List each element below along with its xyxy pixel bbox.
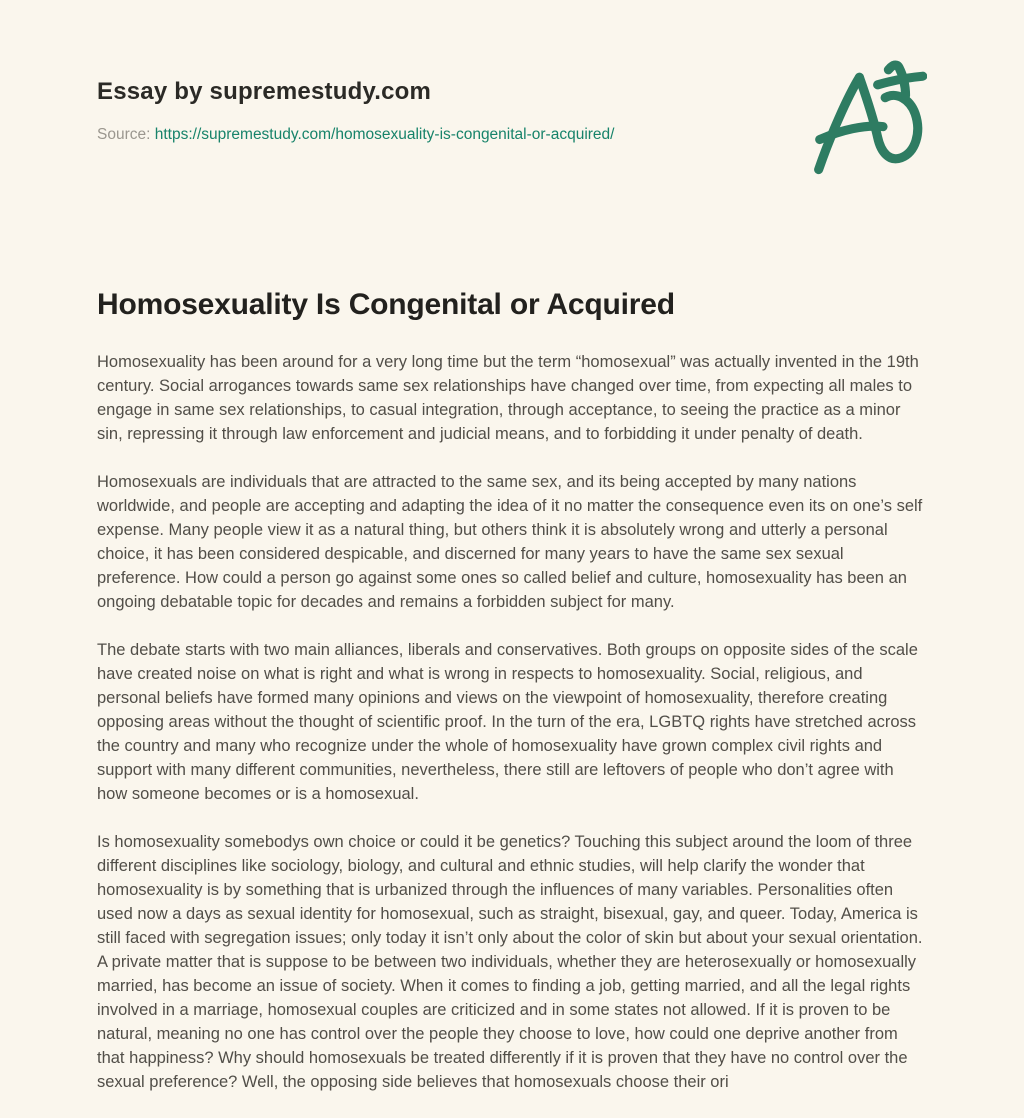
source-line xyxy=(97,126,614,144)
a-plus-logo-icon xyxy=(809,58,927,176)
essay-paragraph: Homosexuals are individuals that are attracted to the same sex, and its being accepted by many nations worldwide, and people are accepting and adapting the idea of it no matter the consequence even its on one’s self expense. Many people view it as a natural thing, but others think it is absolutely wrong and utterly a personal choice, it has been considered despicable, and discerned for many years to have the same sex sexual preference. How could a person go against some ones so called belief and culture, homosexuality has been an ongoing debatable topic for decades and remains a forbidden subject for many. xyxy=(97,473,923,611)
brand-title: Essay by supremestudy.com xyxy=(97,78,432,105)
source-label: Source: xyxy=(97,126,151,143)
essay-paragraph: The debate starts with two main alliances, liberals and conservatives. Both groups on opposite sides of the scale have created noise on what is right and what is wrong in respects to homosexuality. Social, religious, and personal beliefs have formed many opinions and views on the viewpoint of homosexuality, therefore creating opposing areas without the thought of scientific proof. In the turn of the era, LGBTQ rights have stretched across the country and many who recognize under the whole of homosexuality have grown complex civil rights and support with many different communities, nevertheless, there still are leftovers of people who don’t agree with how someone becomes or is a homosexual. xyxy=(97,641,918,803)
source-url-link[interactable]: https://supremestudy.com/homosexuality-is-congenital-or-acquired/ xyxy=(154,126,615,143)
page-header xyxy=(97,70,927,176)
essay-title: Homosexuality Is Congenital or Acquired xyxy=(97,288,675,321)
essay-paragraph: Homosexuality has been around for a very long time but the term “homosexual” was actually invented in the 19th century. Social arrogances towards same sex relationships have changed over time, from expecting all males to engage in same sex relationships, to casual integration, through acceptance, to seeing the practice as a minor sin, repressing it through law enforcement and judicial means, and to forbidding it under penalty of death. xyxy=(97,353,919,443)
header-text-block xyxy=(97,70,614,144)
essay-body xyxy=(97,350,927,1094)
essay-paragraph: Is homosexuality somebodys own choice or could it be genetics? Touching this subject around the loom of three different disciplines like sociology, biology, and cultural and ethnic studies, will help clarify the wonder that homosexuality is by something that is urbanized through the influences of many variables. Personalities often used now a days as sexual identity for homosexual, such as straight, bisexual, gay, and queer. Today, America is still faced with segregation issues; only today it isn’t only about the color of skin but about your sexual orientation. A private matter that is suppose to be between two individuals, whether they are heterosexually or homosexually married, has become an issue of society. When it comes to finding a job, getting married, and all the legal rights involved in a marriage, homosexual couples are criticized and in some states not allowed. If it is proven to be natural, meaning no one has control over the people they choose to love, how could one deprive another from that happiness? Why should homosexuals be treated differently if it is proven that they have no control over the sexual preference? Well, the opposing side believes that homosexuals choose their ori xyxy=(97,833,923,1091)
